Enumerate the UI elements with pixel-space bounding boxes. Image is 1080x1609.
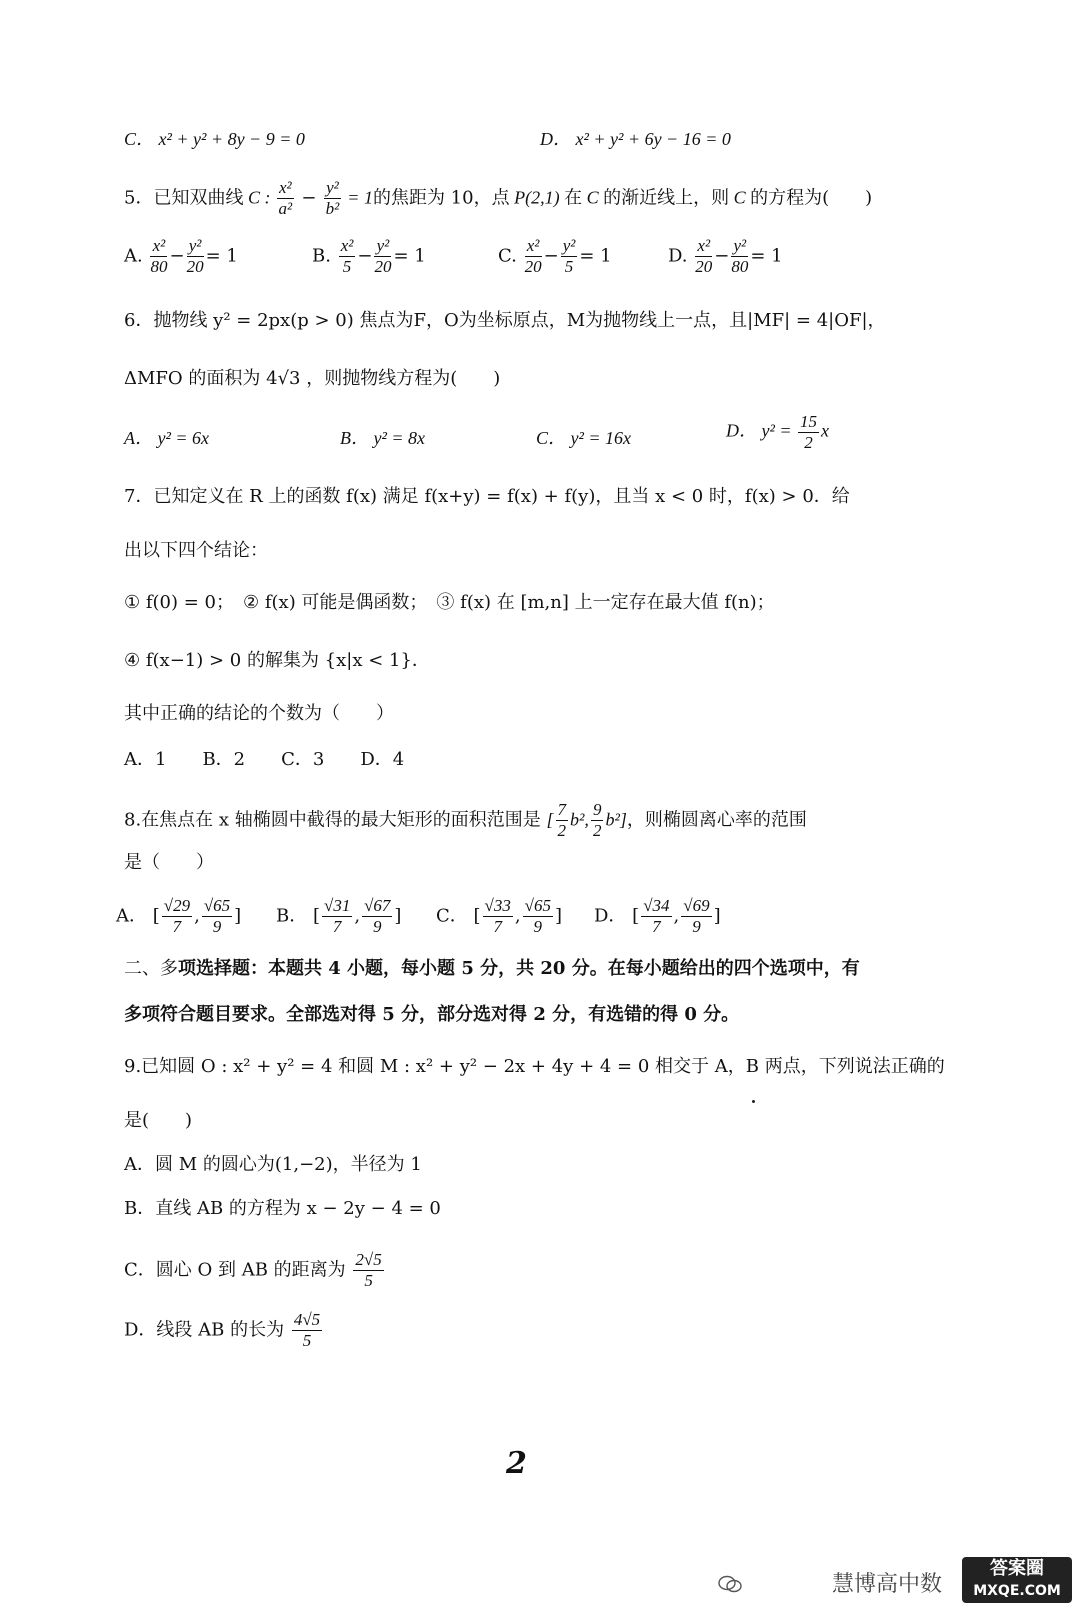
q8-stem-line2: 是（ ） bbox=[124, 852, 214, 873]
q7-stem-line2: 出以下四个结论： bbox=[124, 540, 268, 561]
q4-option-d: D． x² + y² + 6y − 16 = 0 bbox=[540, 129, 731, 149]
q8-option-b: B． [ $\frac{√31}{7}$ , $\frac{√67}{9}$ ] bbox=[276, 896, 402, 936]
q5-stem-prefix: 5．已知双曲线 bbox=[124, 187, 244, 209]
q8-stem-prefix: 8.在焦点在 x 轴椭圆中截得的最大矩形的面积范围是 bbox=[124, 809, 541, 831]
q4-option-c: C． x² + y² + 8y − 9 = 0 bbox=[124, 129, 305, 149]
watermark-account: 慧博高中数 bbox=[832, 1572, 943, 1597]
q8-option-c: C． [ $\frac{√33}{7}$ , $\frac{√65}{9}$ ] bbox=[436, 896, 562, 936]
q6-option-a: A． y² = 6x bbox=[124, 428, 210, 448]
section2-heading-line2: 多项符合题目要求。全部选对得 5 分，部分选对得 2 分，有选错的得 0 分。 bbox=[124, 1004, 740, 1025]
section2-heading-line1 bbox=[124, 958, 860, 980]
q5-option-c-label: C. bbox=[498, 245, 517, 267]
watermark-logo bbox=[962, 1557, 1072, 1603]
q5-option-b: B. $\frac{\text{x²}}{5}$ − $\frac{\text{y²}}{20}$ = 1 bbox=[312, 236, 426, 276]
q5-option-c: C. $\frac{\text{x²}}{20}$ − $\frac{\text{y²}}{5}$ = 1 bbox=[498, 236, 612, 276]
q7-question: 其中正确的结论的个数为（ ） bbox=[124, 703, 394, 724]
q5-option-d-label: D. bbox=[668, 245, 688, 267]
q7-conclusion-4: ④ f(x−1) > 0 的解集为 {x|x < 1}． bbox=[124, 650, 430, 671]
q8-option-a: A． [ $\frac{√29}{7}$ , $\frac{√65}{9}$ ] bbox=[116, 896, 242, 936]
q9-option-c: C．圆心 O 到 AB 的距离为 $\frac{2√5}{5}$ bbox=[124, 1250, 382, 1290]
q9-option-c-label: C．圆心 O 到 AB 的距离为 bbox=[124, 1259, 346, 1281]
wechat-icon bbox=[718, 1575, 742, 1593]
q5-option-a-label: A. bbox=[124, 245, 143, 267]
q8-option-d: D． [ $\frac{√34}{7}$ , $\frac{√69}{9}$ ] bbox=[594, 896, 721, 936]
watermark-logo-bottom: MXQE.COM bbox=[973, 1583, 1061, 1599]
watermark-logo-top: 答案圈 bbox=[990, 1558, 1044, 1579]
q9-stem-line2: 是( ) bbox=[124, 1110, 193, 1131]
q8-stem-line1: 8.在焦点在 x 轴椭圆中截得的最大矩形的面积范围是 [ $\frac{7}{2}$ b², $\frac{9}{2}$ b²]，则椭圆离心率的范围 bbox=[124, 800, 807, 840]
q6-option-c: C． y² = 16x bbox=[536, 428, 632, 448]
q9-option-d: D．线段 AB 的长为 $\frac{4√5}{5}$ bbox=[124, 1310, 321, 1350]
q7-stem-line1: 7．已知定义在 R 上的函数 f(x) 满足 f(x+y) = f(x) + f(y)，且当 x < 0 时，f(x) > 0．给 bbox=[124, 486, 850, 507]
q8-stem-suffix: ，则椭圆离心率的范围 bbox=[626, 809, 807, 831]
q9-option-d-label: D．线段 AB 的长为 bbox=[124, 1319, 285, 1341]
page-number: 2 bbox=[506, 1446, 527, 1481]
q9-option-b: B．直线 AB 的方程为 x − 2y − 4 = 0 bbox=[124, 1198, 441, 1219]
q5-stem: 5．已知双曲线 C : $\frac{\text{x²}}{\text{a²}}$ − $\frac{\text{y²}}{\text{b²}}$ = 1的焦距为 10，点 P(2,1) 在 C 的渐近线上，则 C 的方程为( ) bbox=[124, 178, 873, 218]
q8-option-a-label: A． bbox=[116, 905, 147, 927]
q6-stem-line2: ΔMFO 的面积为 4√3 ，则抛物线方程为( ) bbox=[124, 368, 501, 389]
section2-heading-prefix: 二、多 bbox=[124, 958, 178, 979]
q5-option-b-label: B. bbox=[312, 245, 331, 267]
q9-option-a: A．圆 M 的圆心为(1,−2)，半径为 1 bbox=[124, 1154, 422, 1175]
q8-option-b-label: B． bbox=[276, 905, 308, 927]
q5-option-a: A. $\frac{\text{x²}}{80}$ − $\frac{\text{y²}}{20}$ = 1 bbox=[124, 236, 238, 276]
q6-option-b: B． y² = 8x bbox=[340, 428, 426, 448]
q7-options: A．1 B．2 C．3 D．4 bbox=[124, 749, 405, 770]
q5-stem-tail: 的方程为( ) bbox=[750, 187, 873, 209]
q8-option-c-label: C． bbox=[436, 905, 468, 927]
q5-option-d: D. $\frac{\text{x²}}{20}$ − $\frac{\text{y²}}{80}$ = 1 bbox=[668, 236, 783, 276]
q6-stem-line1: 6．抛物线 y² = 2px(p > 0) 焦点为F，O为坐标原点，M为抛物线上一点，且|MF| = 4|OF|， bbox=[124, 310, 886, 331]
q5-stem-middle: 的焦距为 10，点 bbox=[372, 187, 510, 209]
q5-stem-post: 在 bbox=[564, 187, 583, 209]
q7-conclusions-1-3: ① f(0) = 0； ② f(x) 可能是偶函数； ③ f(x) 在 [m,n] 上一定存在最大值 f(n)； bbox=[124, 592, 775, 613]
q9-stem-line1: 9.已知圆 O : x² + y² = 4 和圆 M : x² + y² − 2x + 4y + 4 = 0 相交于 A，B 两点，下列说法正确的 bbox=[124, 1056, 945, 1077]
q6-option-d: D． y² = $\frac{15}{2}$ x bbox=[726, 412, 830, 452]
section2-heading-bold: 项选择题：本题共 4 小题，每小题 5 分，共 20 分。在每小题给出的四个选项中，有 bbox=[178, 958, 860, 979]
scan-speck bbox=[752, 1100, 755, 1103]
q6-option-d-label: D． y² = bbox=[726, 420, 792, 441]
watermark bbox=[832, 1557, 1072, 1603]
q8-option-d-label: D． bbox=[594, 905, 627, 927]
q5-stem-end: 的渐近线上，则 bbox=[603, 187, 730, 209]
